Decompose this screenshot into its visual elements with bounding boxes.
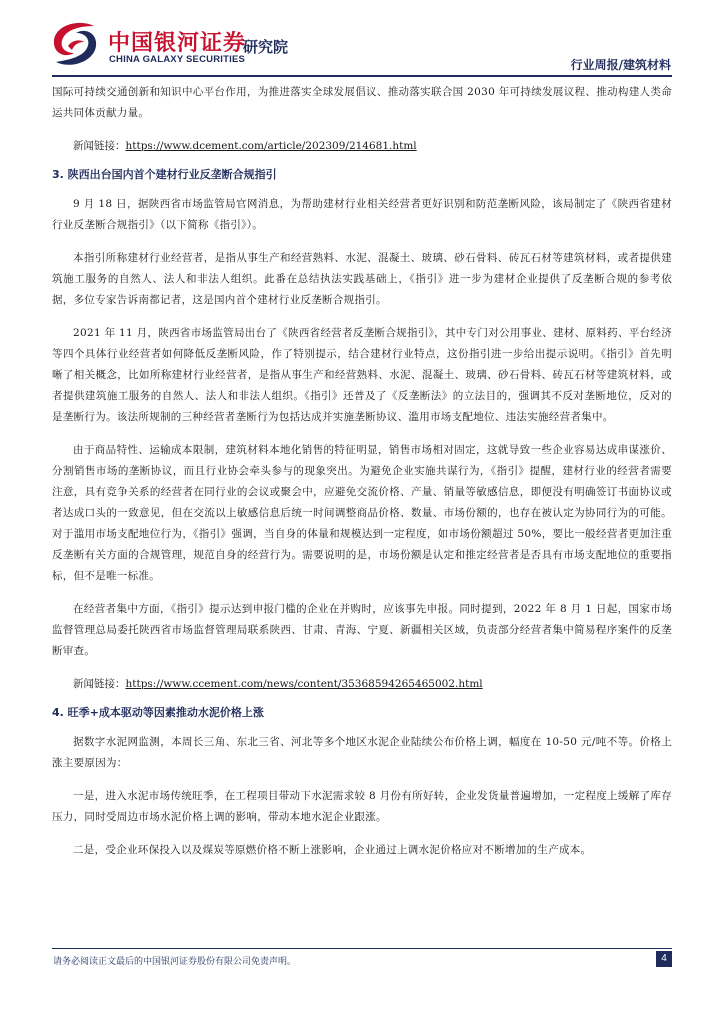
- paragraph: 据数字水泥网监测，本周长三角、东北三省、河北等多个地区水泥企业陆续公布价格上调，幅度在 10-50 元/吨不等。价格上涨主要原因为：: [52, 736, 672, 769]
- header-divider: [52, 75, 672, 77]
- news-link-url[interactable]: https://www.ccement.com/news/content/35368594265465002.html: [125, 678, 483, 690]
- section-heading: 4. 旺季+成本驱动等因素推动水泥价格上涨: [52, 706, 264, 719]
- company-name-cn: 中国银河证券: [108, 31, 247, 56]
- news-link-label: 新闻链接：: [73, 678, 126, 690]
- news-link: [52, 674, 672, 694]
- company-name-en: CHINA GALAXY SECURITIES: [109, 54, 246, 65]
- paragraph: 9 月 18 日，据陕西省市场监管局官网消息，为帮助建材行业相关经营者更好识别和防范垄断风险，该局制定了《陕西省建材行业反垄断合规指引》（以下简称《指引》）。: [52, 198, 672, 231]
- news-link: [52, 136, 672, 156]
- page-header: [0, 0, 724, 80]
- news-link-label: 新闻链接：: [73, 140, 126, 152]
- disclaimer-note: 请务必阅读正文最后的中国银河证券股份有限公司免责声明。: [53, 957, 297, 967]
- section-heading: 3. 陕西出台国内首个建材行业反垄断合规指引: [52, 168, 277, 181]
- paragraph: 本指引所称建材行业经营者，是指从事生产和经营熟料、水泥、混凝土、玻璃、砂石骨料、砖瓦石材等建筑材料，或者提供建筑施工服务的自然人、法人和非法人组织。此番在总结执法实践基础上，《指引》进一步为建材企业提供了反垄断合规的参考依据，多位专家告诉南都记者，这是国内首个建材行业反垄断合规指引。: [52, 252, 672, 306]
- news-link-url[interactable]: https://www.dcement.com/article/202309/214681.html: [125, 140, 417, 152]
- paragraph: 由于商品特性、运输成本限制，建筑材料本地化销售的特征明显，销售市场相对固定，这就导致一些企业容易达成串谋涨价、分割销售市场的垄断协议，而且行业协会牵头参与的现象突出。为避免企业实施共谋行为，《指引》提醒，建材行业的经营者需要注意，具有竞争关系的经营者在同行业的会议或聚会中，应避免交流价格、产量、销量等敏感信息，即便没有明确签订书面协议或者达成口头的一致意见，但在交流以上敏感信息后统一时间调整商品价格、数量、市场份额的，也存在被认定为协同行为的可能。对于滥用市场支配地位行为，《指引》强调，当自身的体量和规模达到一定程度，如市场份额超过 50%，要比一般经营者更加注重反垄断有关方面的合规管理，规范自身的经营行为。需要说明的是，市场份额是认定和推定经营者是否具有市场支配地位的重要指标，但不是唯一标准。: [52, 444, 672, 582]
- paragraph: 2021 年 11 月，陕西省市场监管局出台了《陕西省经营者反垄断合规指引》，其中专门对公用事业、建材、原料药、平台经济等四个具体行业经营者如何降低反垄断风险，作了特别提示，结合建材行业特点，这份指引进一步给出提示说明。《指引》首先明晰了相关概念，比如所称建材行业经营者，是指从事生产和经营熟料、水泥、混凝土、玻璃、砂石骨料、砖瓦石材等建筑材料，或者提供建筑施工服务的自然人、法人和非法人组织。《指引》还普及了《反垄断法》的立法目的，强调其不反对垄断地位，反对的是垄断行为。该法所规制的三种经营者垄断行为包括达成并实施垄断协议、滥用市场支配地位、违法实施经营者集中。: [52, 327, 672, 423]
- document-body: [52, 82, 672, 873]
- galaxy-logo-icon: [48, 20, 102, 66]
- footer-divider: [52, 948, 672, 949]
- research-institute-label: 研究院: [243, 38, 289, 56]
- report-type-label: 行业周报/建筑材料: [570, 58, 671, 72]
- page-number: 4: [656, 951, 672, 967]
- paragraph: 一是，进入水泥市场传统旺季，在工程项目带动下水泥需求较 8 月份有所好转，企业发货量普遍增加，一定程度上缓解了库存压力，同时受周边市场水泥价格上调的影响，带动本地水泥企业跟涨。: [52, 790, 672, 823]
- paragraph: 二是，受企业环保投入以及煤炭等原燃价格不断上涨影响，企业通过上调水泥价格应对不断增加的生产成本。: [73, 844, 592, 856]
- paragraph: 在经营者集中方面，《指引》提示达到申报门槛的企业在并购时，应该事先申报。同时提到，2022 年 8 月 1 日起，国家市场监督管理总局委托陕西省市场监督管理局联系陕西、甘肃、青海、宁夏、新疆相关区域，负责部分经营者集中简易程序案件的反垄断审查。: [52, 603, 672, 657]
- paragraph: 国际可持续交通创新和知识中心平台作用，为推进落实全球发展倡议、推动落实联合国 2030 年可持续发展议程、推动构建人类命运共同体贡献力量。: [52, 86, 672, 119]
